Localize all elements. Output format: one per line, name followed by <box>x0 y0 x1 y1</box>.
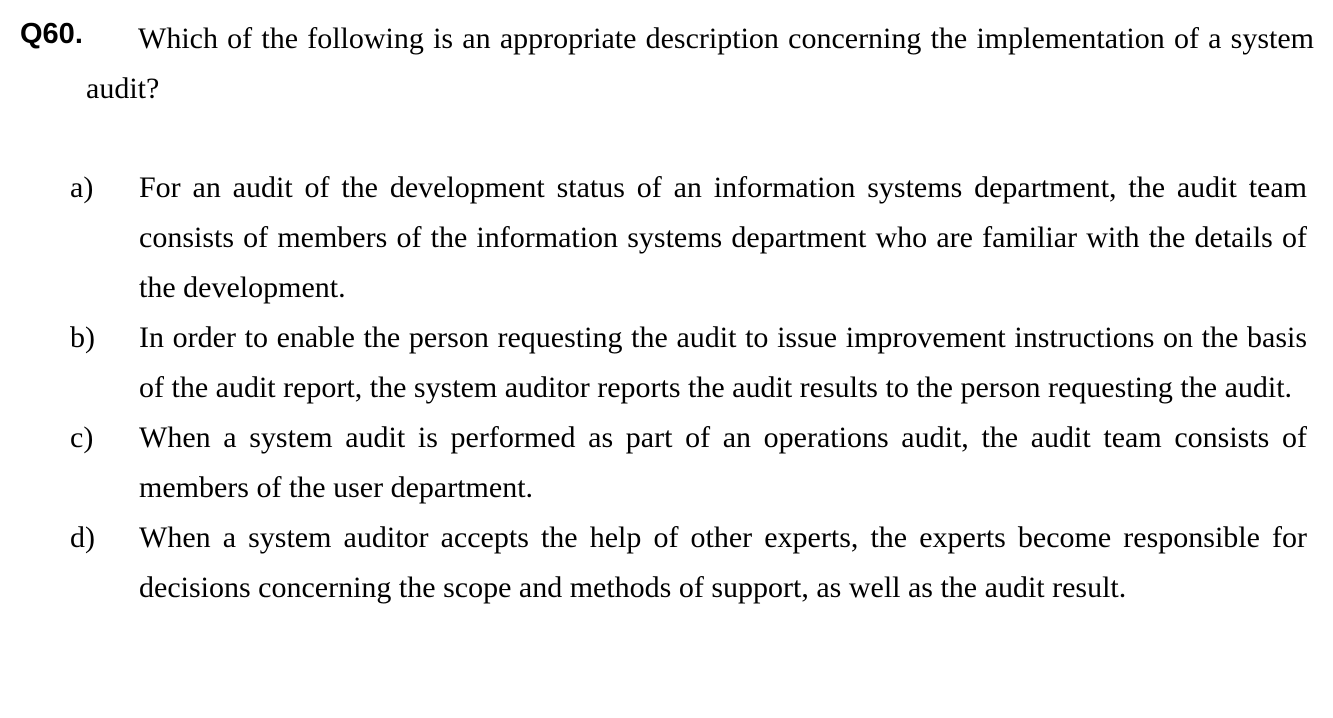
option-label: d) <box>70 521 95 554</box>
option-d <box>0 513 1333 613</box>
option-b <box>0 313 1333 413</box>
option-text: In order to enable the person requesting the audit to issue improvement instructions on the basis of the audit report, the system auditor reports the audit results to the person requesting the audit. <box>139 321 1307 404</box>
option-text: For an audit of the development status of an information systems department, the audit team consists of members of the information systems department who are familiar with the details of the development. <box>139 171 1307 304</box>
question-number: Q60. <box>20 18 83 50</box>
question-stem: Which of the following is an appropriate description concerning the implementation of a system audit? <box>86 22 1314 105</box>
option-c <box>0 413 1333 513</box>
option-label: c) <box>70 421 94 454</box>
option-text: When a system audit is performed as part of an operations audit, the audit team consists of members of the user department. <box>139 421 1307 504</box>
answer-options <box>0 163 1333 613</box>
option-label: b) <box>70 321 95 354</box>
option-label: a) <box>70 171 94 204</box>
option-text: When a system auditor accepts the help of other experts, the experts become responsible for decisions concerning the scope and methods of support, as well as the audit result. <box>139 521 1307 604</box>
option-a <box>0 163 1333 313</box>
